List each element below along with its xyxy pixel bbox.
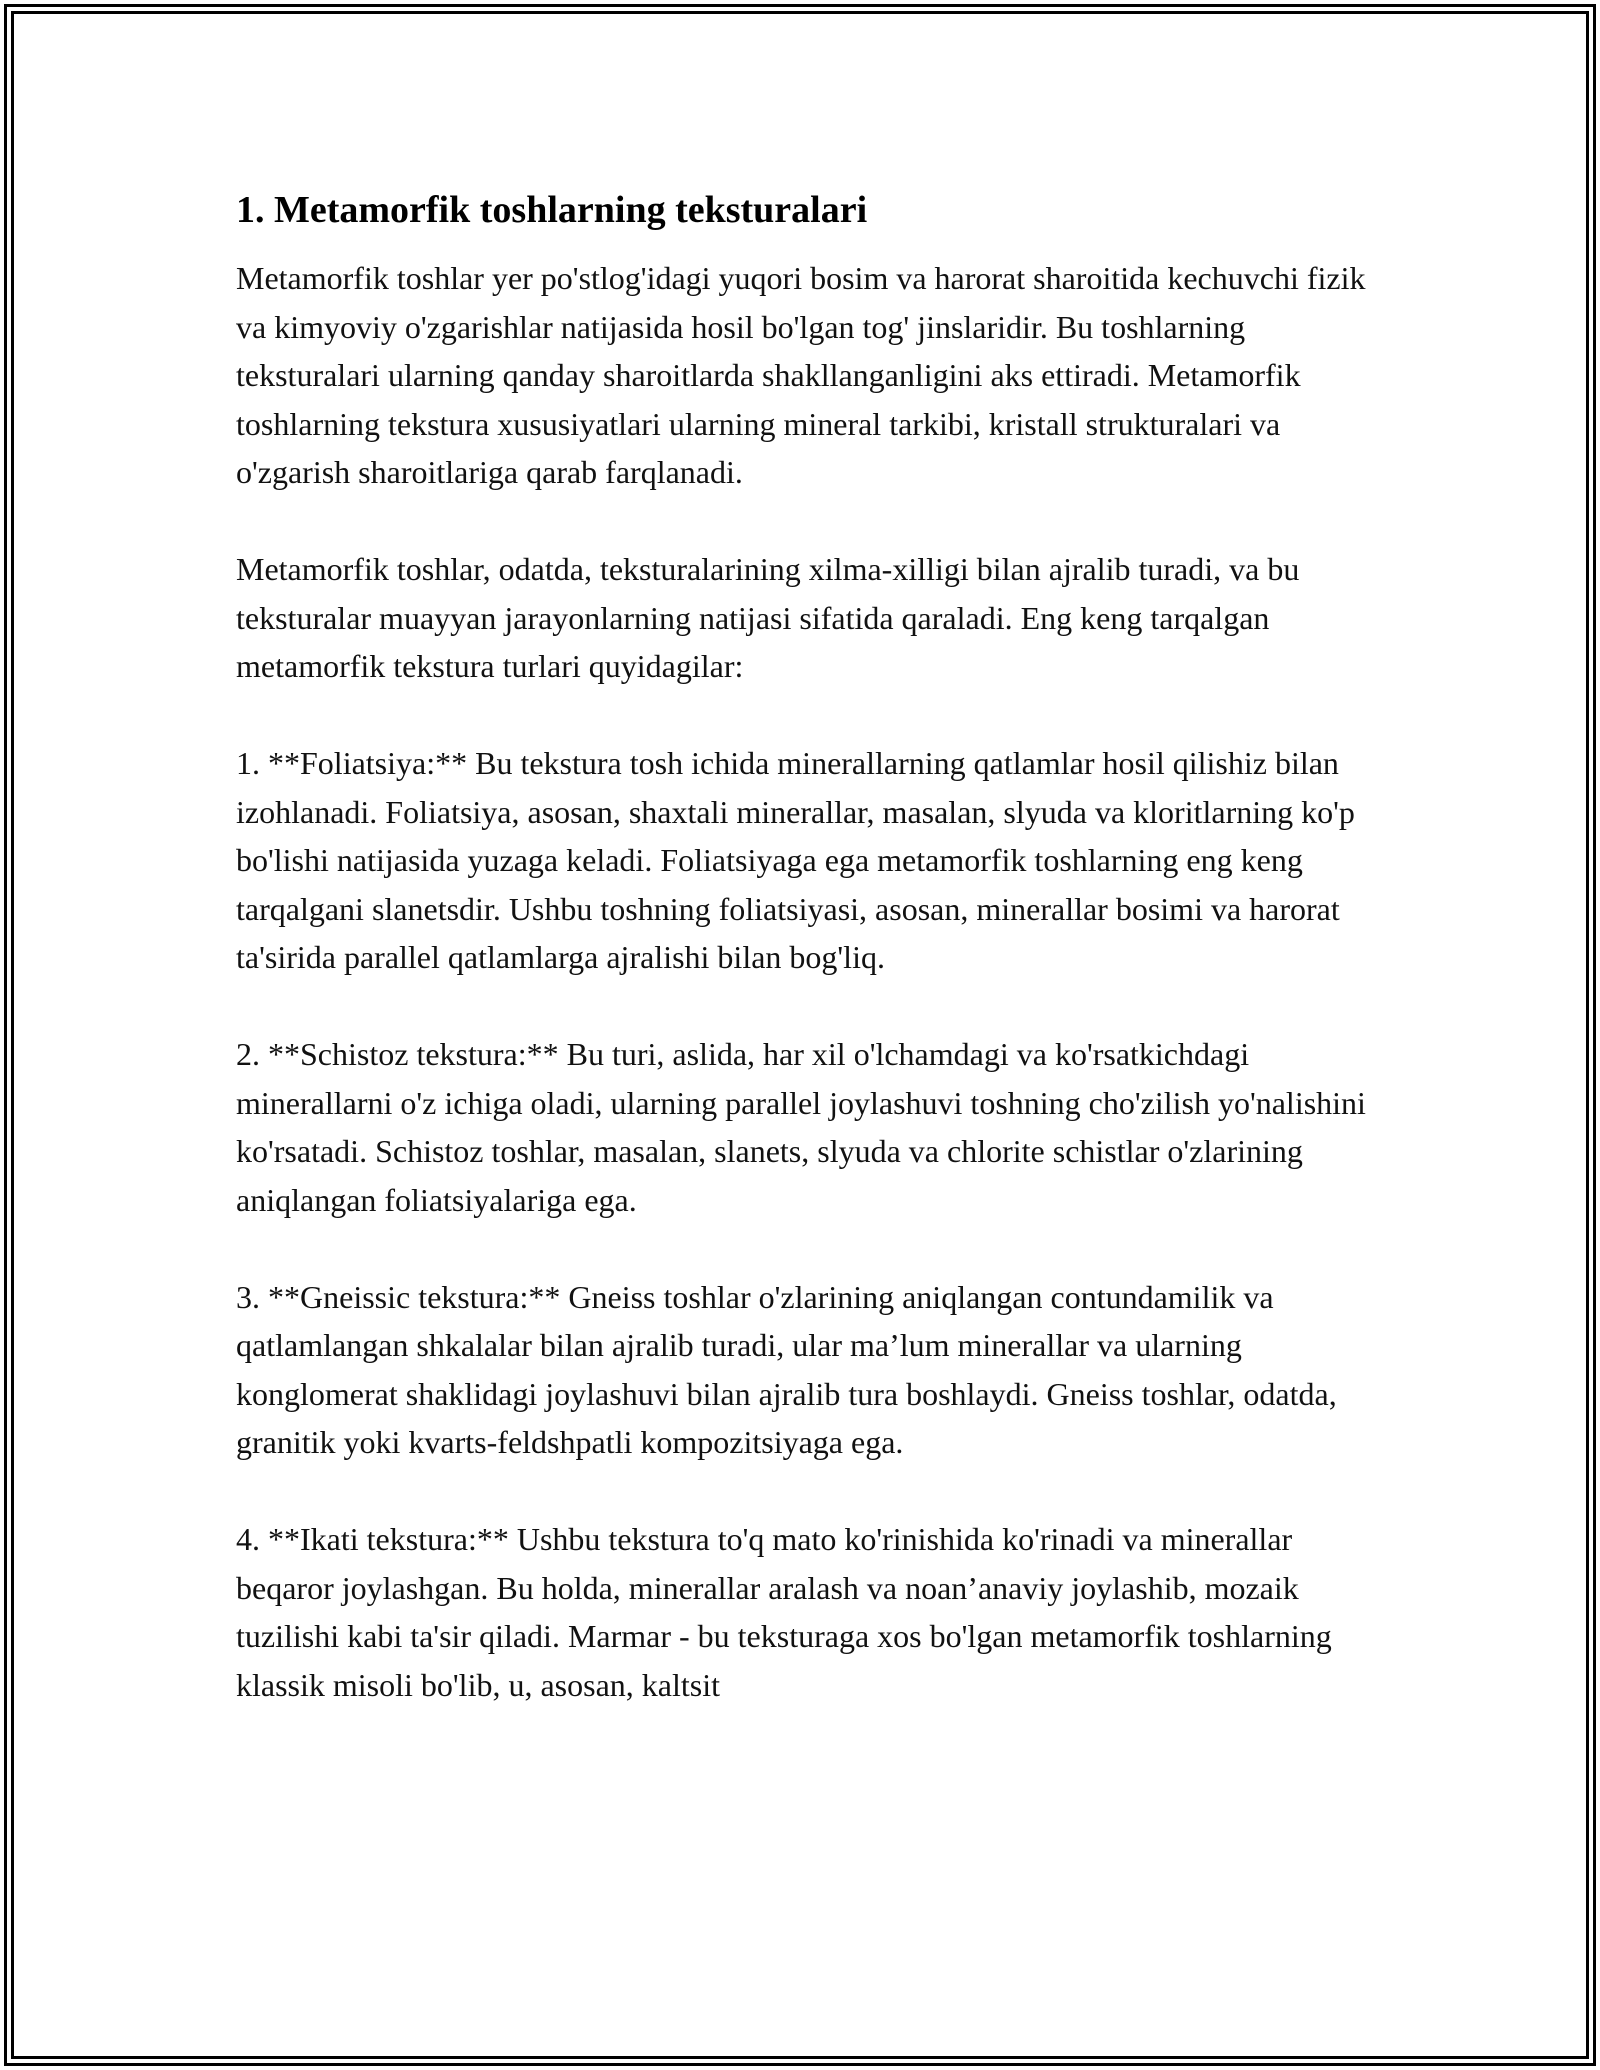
paragraph-overview: Metamorfik toshlar, odatda, teksturalarining xilma-xilligi bilan ajralib turadi, va bu teksturalar muayyan jarayonlarning natijasi sifatida qaraladi. Eng keng tarqalgan metamorfik tekstura turlari quyidagilar: (236, 551, 1300, 684)
paragraph-intro: Metamorfik toshlar yer po'stlog'idagi yuqori bosim va harorat sharoitida kechuvchi fizik va kimyoviy o'zgarishlar natijasida hosil bo'lgan tog' jinslaridir. Bu toshlarning teksturalari ularning qanday sharoitlarda shakllanganligini aks ettiradi. Metamorfik toshlarning tekstura xususiyatlari ularning mineral tarkibi, kristall strukturalari va o'zgarish sharoitlariga qarab farqlanadi. (236, 260, 1366, 490)
document-body (236, 186, 1376, 1709)
paragraph-ikati: 4. **Ikati tekstura:** Ushbu tekstura to'q mato ko'rinishida ko'rinadi va minerallar beqaror joylashgan. Bu holda, minerallar aralash va noan’anaviy joylashib, mozaik tuzilishi kabi ta'sir qiladi. Marmar - bu teksturaga xos bo'lgan metamorfik toshlarning klassik misoli bo'lib, u, asosan, kaltsit (236, 1521, 1332, 1703)
section-heading: 1. Metamorfik toshlarning teksturalari (236, 189, 868, 231)
paragraph-gneissic: 3. **Gneissic tekstura:** Gneiss toshlar o'zlarining aniqlangan contundamilik va qatlamlangan shkalalar bilan ajralib turadi, ular ma’lum minerallar va ularning konglomerat shaklidagi joylashuvi bilan ajralib tura boshlaydi. Gneiss toshlar, odatda, granitik yoki kvarts-feldshpatli kompozitsiyaga ega. (236, 1278, 1337, 1460)
paragraph-foliation: 1. **Foliatsiya:** Bu tekstura tosh ichida minerallarning qatlamlar hosil qilishiz bilan izohlanadi. Foliatsiya, asosan, shaxtali minerallar, masalan, slyuda va kloritlarning ko'p bo'lishi natijasida yuzaga keladi. Foliatsiyaga ega metamorfik toshlarning eng keng tarqalgani slanetsdir. Ushbu toshning foliatsiyasi, asosan, minerallar bosimi va harorat ta'sirida parallel qatlamlarga ajralishi bilan bog'liq. (236, 745, 1355, 975)
paragraph-schistose: 2. **Schistoz tekstura:** Bu turi, aslida, har xil o'lchamdagi va ko'rsatkichdagi minerallarni o'z ichiga oladi, ularning parallel joylashuvi toshning cho'zilish yo'nalishini ko'rsatadi. Schistoz toshlar, masalan, slanets, slyuda va chlorite schistlar o'zlarining aniqlangan foliatsiyalariga ega. (236, 1036, 1366, 1218)
